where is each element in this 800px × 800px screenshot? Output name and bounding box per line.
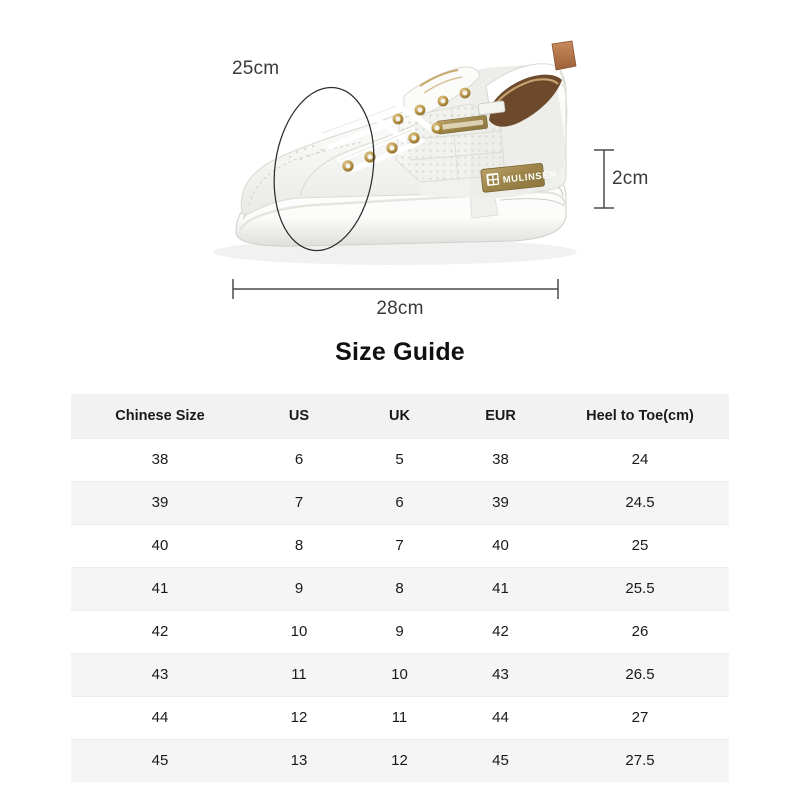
cell-us: 7: [249, 481, 349, 524]
cell-heel-to-toe: 27.5: [551, 739, 729, 782]
cell-eur: 38: [450, 438, 551, 481]
cell-uk: 5: [349, 438, 450, 481]
cell-chinese-size: 45: [71, 739, 249, 782]
cell-us: 13: [249, 739, 349, 782]
cell-heel-to-toe: 24.5: [551, 481, 729, 524]
girth-dimension-label: 25cm: [232, 58, 280, 79]
cell-us: 12: [249, 696, 349, 739]
cell-chinese-size: 42: [71, 610, 249, 653]
table-row: [71, 610, 729, 653]
cell-heel-to-toe: 27: [551, 696, 729, 739]
column-header-us: US: [249, 394, 349, 438]
cell-uk: 9: [349, 610, 450, 653]
column-header-uk: UK: [349, 394, 450, 438]
cell-chinese-size: 41: [71, 567, 249, 610]
cell-heel-to-toe: 24: [551, 438, 729, 481]
column-header-eur: EUR: [450, 394, 551, 438]
table-row: [71, 739, 729, 782]
cell-heel-to-toe: 26: [551, 610, 729, 653]
brand-badge-text: MULINSEN: [502, 168, 557, 185]
table-row: [71, 481, 729, 524]
cell-eur: 44: [450, 696, 551, 739]
product-illustration: [0, 0, 800, 330]
cell-us: 6: [249, 438, 349, 481]
cell-us: 9: [249, 567, 349, 610]
height-dimension-label: 2cm: [612, 168, 649, 189]
cell-heel-to-toe: 25: [551, 524, 729, 567]
cell-eur: 42: [450, 610, 551, 653]
cell-uk: 8: [349, 567, 450, 610]
column-header-chinese-size: Chinese Size: [71, 394, 249, 438]
cell-eur: 43: [450, 653, 551, 696]
table-row: [71, 567, 729, 610]
table-header-row: [71, 394, 729, 438]
cell-chinese-size: 40: [71, 524, 249, 567]
cell-chinese-size: 38: [71, 438, 249, 481]
cell-eur: 45: [450, 739, 551, 782]
length-dimension-label: 28cm: [376, 298, 424, 319]
table-row: [71, 696, 729, 739]
heel-pull-tab: [552, 41, 576, 70]
cell-chinese-size: 44: [71, 696, 249, 739]
cell-eur: 41: [450, 567, 551, 610]
sneaker-illustration: [0, 0, 800, 330]
cell-uk: 6: [349, 481, 450, 524]
cell-heel-to-toe: 25.5: [551, 567, 729, 610]
cell-uk: 12: [349, 739, 450, 782]
cell-uk: 11: [349, 696, 450, 739]
cell-chinese-size: 43: [71, 653, 249, 696]
shoe-upper: [241, 41, 580, 215]
cell-us: 8: [249, 524, 349, 567]
cell-uk: 7: [349, 524, 450, 567]
length-dimension-line: [233, 279, 558, 299]
cell-heel-to-toe: 26.5: [551, 653, 729, 696]
table-row: [71, 438, 729, 481]
cell-uk: 10: [349, 653, 450, 696]
column-header-heel-to-toe: Heel to Toe(cm): [551, 394, 729, 438]
cell-us: 11: [249, 653, 349, 696]
cell-chinese-size: 39: [71, 481, 249, 524]
table-row: [71, 653, 729, 696]
cell-eur: 40: [450, 524, 551, 567]
page-title: Size Guide: [335, 338, 465, 366]
cell-us: 10: [249, 610, 349, 653]
cell-eur: 39: [450, 481, 551, 524]
table-row: [71, 524, 729, 567]
height-dimension-line: [594, 150, 614, 208]
size-guide-table: [71, 394, 729, 782]
